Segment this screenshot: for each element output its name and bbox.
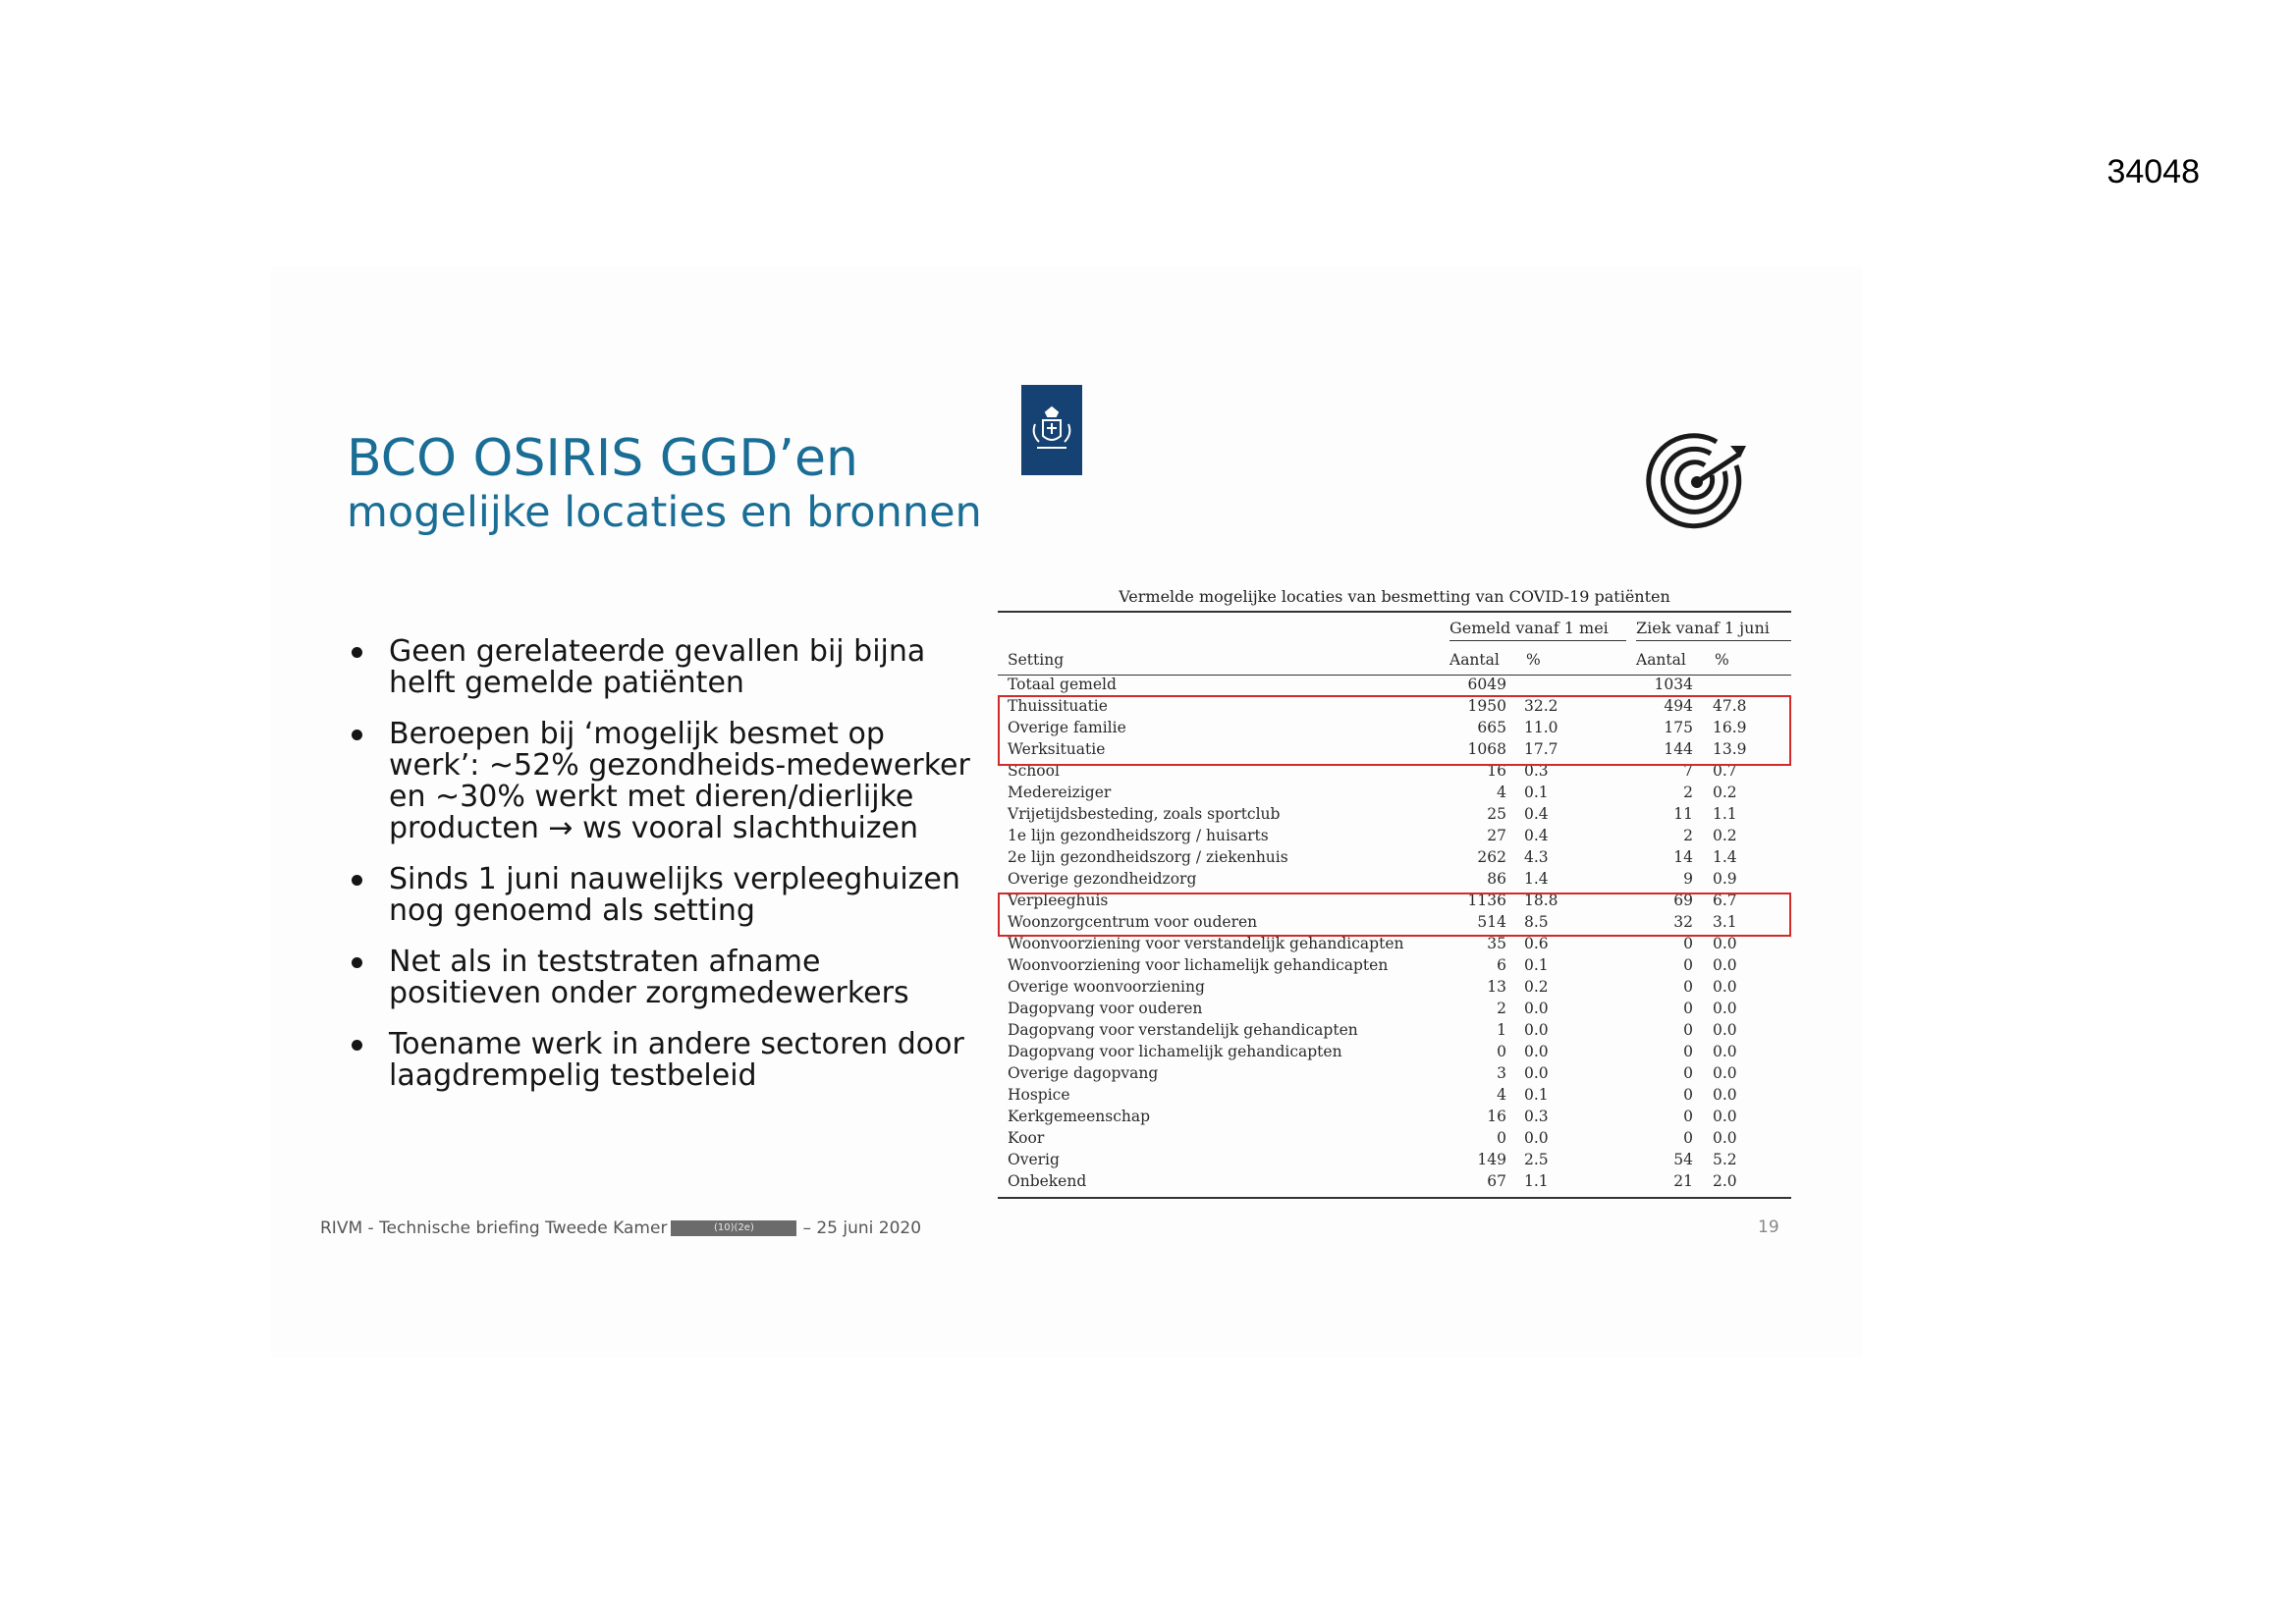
cell-pct-2: 1.1 [1713, 805, 1737, 823]
cell-aantal-1: 35 [1487, 935, 1506, 952]
cell-aantal-2: 32 [1673, 913, 1693, 931]
column-header-aantal-2: Aantal [1636, 651, 1686, 669]
cell-setting: Overige woonvoorziening [1008, 978, 1205, 996]
table-title: Vermelde mogelijke locaties van besmetting van COVID-19 patiënten [1119, 587, 1670, 606]
cell-aantal-2: 0 [1683, 978, 1693, 996]
cell-aantal-2: 494 [1664, 697, 1693, 715]
cell-aantal-2: 0 [1683, 1086, 1693, 1104]
document-number: 34048 [2106, 153, 2200, 190]
cell-pct-1: 0.4 [1524, 827, 1549, 844]
cell-pct-2: 0.0 [1713, 956, 1737, 974]
slide-footer [320, 1218, 921, 1238]
cell-setting: Onbekend [1008, 1172, 1087, 1190]
cell-aantal-2: 2 [1683, 784, 1693, 801]
slide-subtitle: mogelijke locaties en bronnen [347, 488, 982, 537]
cell-pct-1: 0.0 [1524, 1064, 1549, 1082]
cell-aantal-1: 4 [1497, 1086, 1506, 1104]
cell-setting: Werksituatie [1008, 740, 1106, 758]
bullet-item: Geen gerelateerde gevallen bij bijna helft gemelde patiënten [346, 636, 974, 699]
cell-aantal-2: 9 [1683, 870, 1693, 888]
highlight-box-home-work [998, 695, 1791, 766]
cell-pct-1: 0.3 [1524, 1108, 1549, 1125]
cell-setting: Koor [1008, 1129, 1045, 1147]
cell-aantal-1: 4 [1497, 784, 1506, 801]
cell-aantal-2: 7 [1683, 762, 1693, 780]
cell-setting: 2e lijn gezondheidszorg / ziekenhuis [1008, 848, 1288, 866]
cell-setting: Thuissituatie [1008, 697, 1108, 715]
bullet-item: Toename werk in andere sectoren door laagdrempelig testbeleid [346, 1029, 974, 1092]
column-header-pct-1: % [1526, 651, 1541, 669]
cell-pct-2: 5.2 [1713, 1151, 1737, 1168]
slide-title: BCO OSIRIS GGD’en [347, 429, 858, 488]
cell-pct-1: 0.0 [1524, 1000, 1549, 1017]
cell-aantal-2: 2 [1683, 827, 1693, 844]
cell-pct-1: 17.7 [1524, 740, 1558, 758]
cell-aantal-2: 0 [1683, 1043, 1693, 1060]
cell-pct-1: 0.4 [1524, 805, 1549, 823]
cell-pct-2: 0.0 [1713, 1021, 1737, 1039]
cell-aantal-1: 16 [1487, 1108, 1506, 1125]
cell-aantal-2: 0 [1683, 1129, 1693, 1147]
cell-aantal-1: 3 [1497, 1064, 1506, 1082]
cell-aantal-1: 262 [1477, 848, 1506, 866]
cell-aantal-1: 665 [1477, 719, 1506, 736]
cell-pct-1: 4.3 [1524, 848, 1549, 866]
cell-setting: Medereiziger [1008, 784, 1112, 801]
cell-aantal-2: 1034 [1654, 676, 1693, 693]
bullet-item: Beroepen bij ‘mogelijk besmet op werk’: ~52% gezondheids-medewerker en ~30% werkt met dieren/dierlijke producten → ws vooral slachthuizen [346, 719, 974, 844]
cell-aantal-1: 6049 [1467, 676, 1506, 693]
cell-pct-2: 2.0 [1713, 1172, 1737, 1190]
cell-setting: Overige familie [1008, 719, 1126, 736]
cell-pct-1: 0.1 [1524, 1086, 1549, 1104]
cell-aantal-1: 149 [1477, 1151, 1506, 1168]
cell-pct-1: 8.5 [1524, 913, 1549, 931]
cell-aantal-1: 86 [1487, 870, 1506, 888]
cell-pct-1: 0.0 [1524, 1043, 1549, 1060]
cell-pct-2: 0.0 [1713, 1108, 1737, 1125]
cell-setting: Kerkgemeenschap [1008, 1108, 1151, 1125]
redaction-box: (10)(2e) [671, 1220, 796, 1236]
cell-pct-2: 3.1 [1713, 913, 1737, 931]
cell-aantal-1: 0 [1497, 1043, 1506, 1060]
cell-aantal-2: 69 [1673, 892, 1693, 909]
cell-setting: Hospice [1008, 1086, 1070, 1104]
cell-setting: Woonzorgcentrum voor ouderen [1008, 913, 1258, 931]
cell-setting: Vrijetijdsbesteding, zoals sportclub [1008, 805, 1281, 823]
cell-aantal-2: 0 [1683, 1000, 1693, 1017]
cell-aantal-2: 0 [1683, 1021, 1693, 1039]
column-header-aantal-1: Aantal [1449, 651, 1500, 669]
cell-aantal-1: 1950 [1467, 697, 1506, 715]
cell-pct-2: 0.0 [1713, 1064, 1737, 1082]
cell-aantal-1: 6 [1497, 956, 1506, 974]
cell-aantal-2: 21 [1673, 1172, 1693, 1190]
bullet-item: Sinds 1 juni nauwelijks verpleeghuizen nog genoemd als setting [346, 864, 974, 927]
cell-pct-1: 32.2 [1524, 697, 1558, 715]
cell-pct-2: 6.7 [1713, 892, 1737, 909]
cell-aantal-2: 0 [1683, 1064, 1693, 1082]
cell-pct-2: 0.0 [1713, 1129, 1737, 1147]
cell-setting: Woonvoorziening voor verstandelijk gehandicapten [1008, 935, 1404, 952]
cell-setting: Dagopvang voor lichamelijk gehandicapten [1008, 1043, 1342, 1060]
footer-left-text: RIVM - Technische briefing Tweede Kamer [320, 1218, 668, 1238]
cell-setting: Totaal gemeld [1008, 676, 1117, 693]
cell-pct-1: 1.1 [1524, 1172, 1549, 1190]
cell-aantal-2: 175 [1664, 719, 1693, 736]
group-header-gemeld: Gemeld vanaf 1 mei [1449, 619, 1609, 637]
cell-pct-1: 0.1 [1524, 956, 1549, 974]
cell-aantal-2: 54 [1673, 1151, 1693, 1168]
cell-pct-2: 47.8 [1713, 697, 1747, 715]
target-icon [1646, 428, 1754, 536]
cell-aantal-1: 1068 [1467, 740, 1506, 758]
cell-pct-2: 13.9 [1713, 740, 1747, 758]
cell-aantal-2: 14 [1673, 848, 1693, 866]
table-bottom-rule [998, 1197, 1791, 1199]
cell-pct-2: 0.0 [1713, 1000, 1737, 1017]
cell-aantal-1: 25 [1487, 805, 1506, 823]
cell-pct-1: 0.6 [1524, 935, 1549, 952]
cell-setting: School [1008, 762, 1060, 780]
cell-aantal-2: 0 [1683, 956, 1693, 974]
group-rule-gemeld [1449, 640, 1626, 641]
footer-date: – 25 juni 2020 [802, 1218, 922, 1238]
cell-aantal-1: 67 [1487, 1172, 1506, 1190]
group-rule-ziek [1636, 640, 1791, 641]
rijksoverheid-coat-of-arms-icon [1021, 385, 1082, 475]
cell-pct-1: 0.0 [1524, 1021, 1549, 1039]
bullet-list [346, 636, 974, 1111]
cell-setting: Verpleeghuis [1008, 892, 1109, 909]
cell-pct-1: 0.2 [1524, 978, 1549, 996]
cell-aantal-1: 27 [1487, 827, 1506, 844]
cell-pct-1: 0.0 [1524, 1129, 1549, 1147]
cell-aantal-1: 13 [1487, 978, 1506, 996]
cell-pct-2: 0.2 [1713, 784, 1737, 801]
cell-aantal-1: 16 [1487, 762, 1506, 780]
cell-setting: 1e lijn gezondheidszorg / huisarts [1008, 827, 1269, 844]
column-header-setting: Setting [1008, 651, 1065, 669]
cell-pct-1: 2.5 [1524, 1151, 1549, 1168]
cell-pct-2: 0.0 [1713, 1086, 1737, 1104]
table-top-rule [998, 611, 1791, 613]
group-header-ziek: Ziek vanaf 1 juni [1636, 619, 1770, 637]
cell-pct-2: 0.0 [1713, 1043, 1737, 1060]
cell-setting: Woonvoorziening voor lichamelijk gehandicapten [1008, 956, 1389, 974]
cell-pct-2: 0.7 [1713, 762, 1737, 780]
column-header-pct-2: % [1715, 651, 1729, 669]
cell-pct-2: 0.0 [1713, 978, 1737, 996]
cell-pct-1: 11.0 [1524, 719, 1558, 736]
cell-aantal-2: 11 [1673, 805, 1693, 823]
page-number: 19 [1758, 1218, 1779, 1237]
cell-aantal-1: 1 [1497, 1021, 1506, 1039]
cell-pct-1: 18.8 [1524, 892, 1558, 909]
cell-aantal-2: 144 [1664, 740, 1693, 758]
cell-pct-2: 1.4 [1713, 848, 1737, 866]
cell-aantal-1: 2 [1497, 1000, 1506, 1017]
cell-aantal-1: 1136 [1467, 892, 1506, 909]
cell-pct-1: 0.3 [1524, 762, 1549, 780]
cell-pct-2: 0.9 [1713, 870, 1737, 888]
cell-setting: Overige gezondheidzorg [1008, 870, 1197, 888]
cell-aantal-2: 0 [1683, 1108, 1693, 1125]
cell-pct-2: 16.9 [1713, 719, 1747, 736]
cell-pct-1: 0.1 [1524, 784, 1549, 801]
cell-pct-2: 0.0 [1713, 935, 1737, 952]
cell-pct-2: 0.2 [1713, 827, 1737, 844]
cell-setting: Dagopvang voor verstandelijk gehandicapten [1008, 1021, 1358, 1039]
cell-pct-1: 1.4 [1524, 870, 1549, 888]
bullet-item: Net als in teststraten afname positieven onder zorgmedewerkers [346, 947, 974, 1009]
cell-setting: Overig [1008, 1151, 1060, 1168]
cell-setting: Overige dagopvang [1008, 1064, 1159, 1082]
cell-aantal-2: 0 [1683, 935, 1693, 952]
highlight-box-care-homes [998, 893, 1791, 937]
cell-aantal-1: 514 [1477, 913, 1506, 931]
cell-setting: Dagopvang voor ouderen [1008, 1000, 1203, 1017]
cell-aantal-1: 0 [1497, 1129, 1506, 1147]
